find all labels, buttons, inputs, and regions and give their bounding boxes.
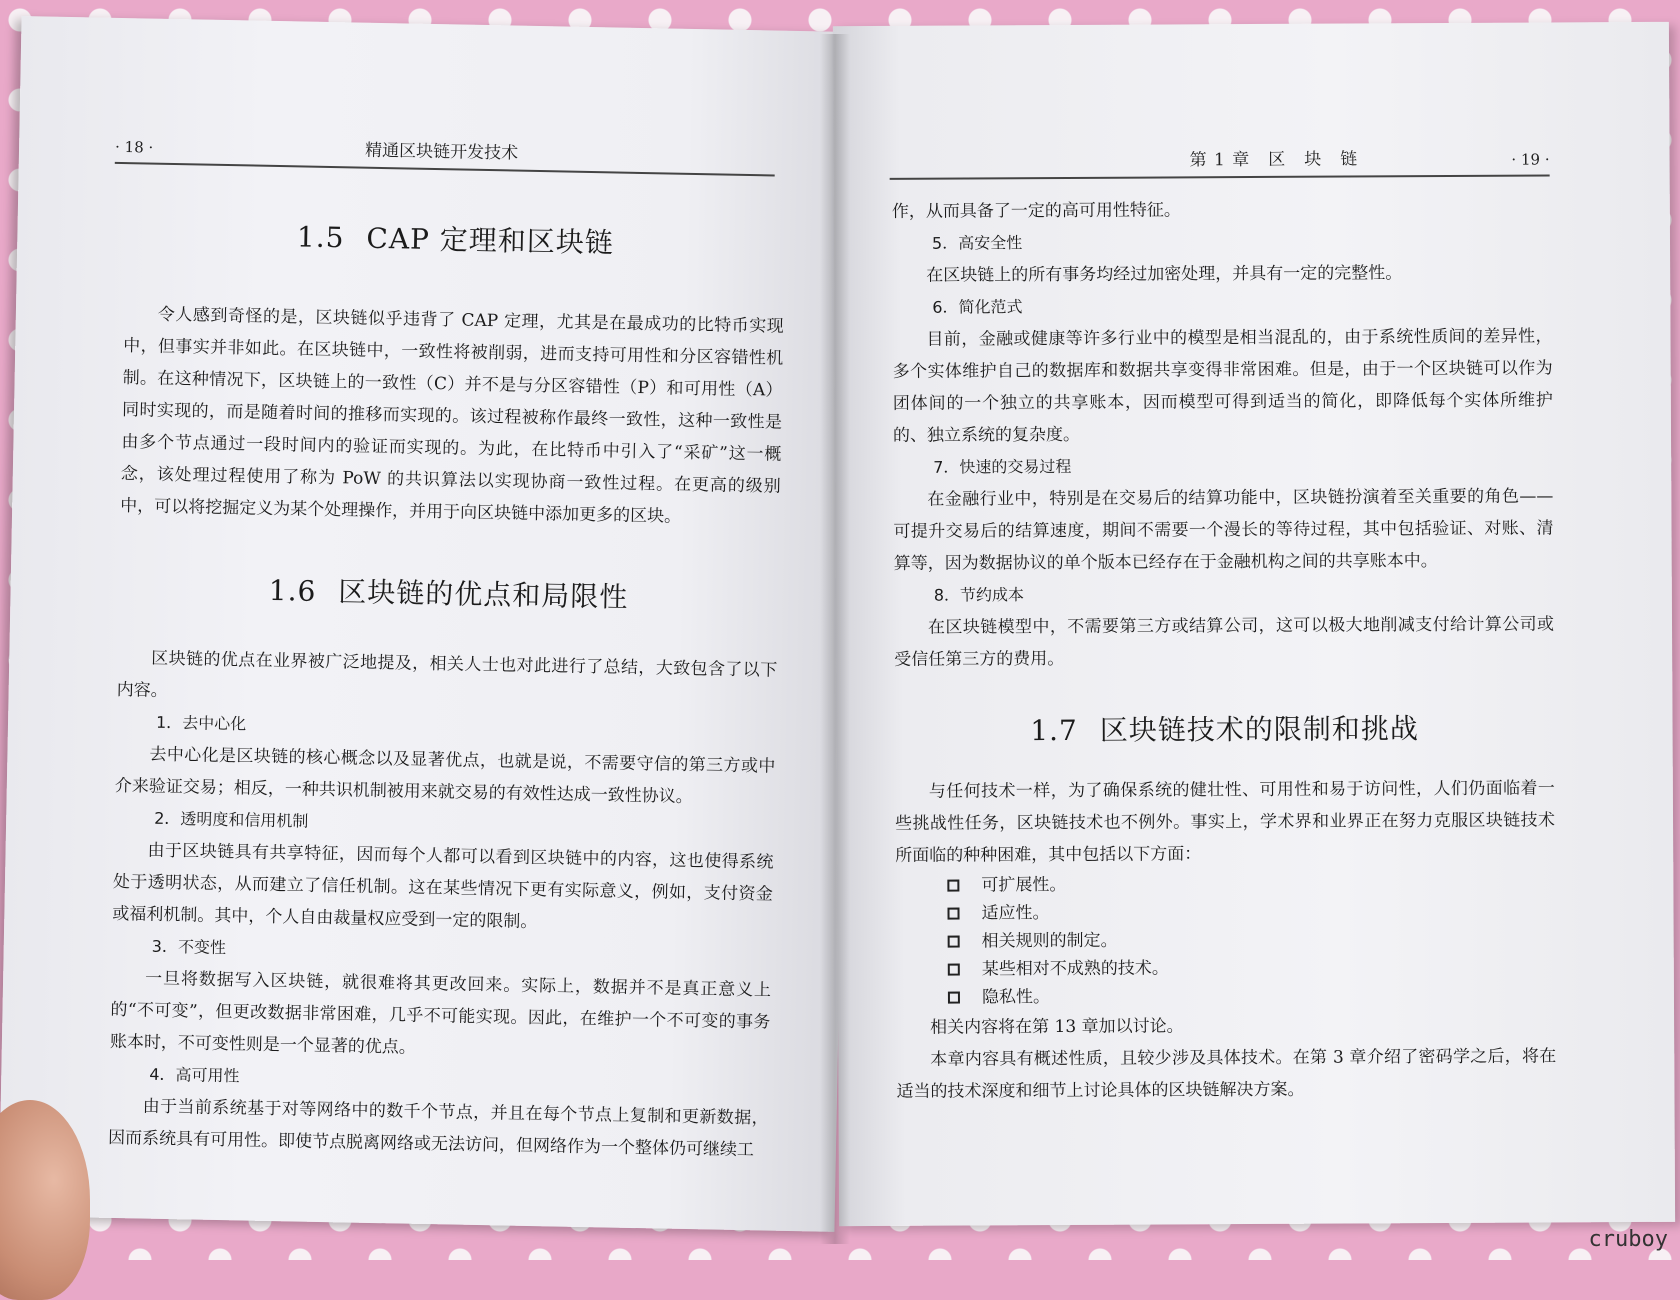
paragraph: 在区块链上的所有事务均经过加密处理，并具有一定的完整性。 (926, 263, 1403, 286)
section-heading-1-7 (894, 706, 1554, 749)
paragraph: 与任何技术一样，为了确保系统的健壮性、可用性和易于访问性，人们仍面临着一些挑战性任务，区块链技术也不例外。事实上，学术界和业界正在努力克服区块链技术所面临的种种困难，其中包括以下方面： (894, 778, 1556, 866)
paragraph: 区块链的优点在业界被广泛地提及，相关人士也对此进行了总结，大致包含了以下内容。 (116, 648, 778, 701)
paragraph: 由于区块链具有共享特征，因而每个人都可以看到区块链中的内容，这也使得系统处于透明状态，从而建立了信任机制。这在某些情况下更有实际意义，例如，支付资金或福利机制。其中，个人自由裁量权应受到一定的限制。 (112, 840, 774, 933)
page-number: · 18 · (114, 137, 154, 157)
paragraph: 在区块链模型中，不需要第三方或结算公司，这可以极大地削减支付给计算公司或受信任第三方的费用。 (894, 614, 1555, 670)
right-page (833, 22, 1675, 1226)
paragraph: 去中心化是区块链的核心概念以及显著优点，也就是说，不需要守信的第三方或中介来验证交易；相反，一种共识机制被用来就交易的有效性达成一致性协议。 (114, 744, 776, 808)
section-title: 区块链的优点和局限性 (338, 575, 629, 614)
paragraph: 令人感到奇怪的是，区块链似乎违背了 CAP 定理，尤其是在最成功的比特币实现中，但事实并非如此。在区块链中，一致性将被削弱，进而支持可用性和分区容错性机制。在这种情况下，区块链上的一致性（C）并不是与分区容错性（P）和可用性（A）同时实现的，而是随着时间的推移而实现的。该过程被称作最终一致性，这种一致性是由多个节点通过一段时间内的验证而实现的。为此，在比特币中引入了“采矿”这一概念，该处理过程使用了称为 PoW 的共识算法以实现协商一致性过程。在更高的级别中，可以将挖掘定义为某个处理操作，并用于向区块链中添加更多的区块。 (120, 304, 784, 527)
checkbox-bullet-icon (948, 964, 960, 976)
paragraph: 本章内容具有概述性质，且较少涉及具体技术。在第 3 章介绍了密码学之后，将在适当的技术深度和细节上讨论具体的区块链解决方案。 (896, 1046, 1557, 1102)
subheading: 7．快速的交易过程 (933, 456, 1072, 477)
subheading: 3．不变性 (151, 936, 227, 958)
subheading: 1．去中心化 (155, 712, 247, 734)
watermark: cruboy (1588, 1227, 1668, 1252)
right-page-header (889, 126, 1549, 179)
checkbox-bullet-icon (948, 992, 960, 1004)
subheading: 8．节约成本 (933, 585, 1025, 605)
section-heading-1-5 (125, 212, 786, 265)
left-page (0, 16, 857, 1232)
checkbox-bullet-icon (947, 908, 959, 920)
list-item: 适应性。 (947, 896, 1555, 927)
section-number: 1.6 (268, 573, 317, 608)
section-number: 1.5 (296, 220, 345, 255)
section-title: CAP 定理和区块链 (366, 221, 615, 260)
paragraph-continuation: 作，从而具备了一定的高可用性特征。 (891, 200, 1181, 222)
paragraph: 相关内容将在第 13 章加以讨论。 (930, 1016, 1184, 1038)
list-item: 可扩展性。 (947, 868, 1555, 899)
paragraph: 由于当前系统基于对等网络中的数千个节点，并且在每个节点上复制和更新数据，因而系统具有可用性。即使节点脱离网络或无法访问，但网络作为一个整体仍可继续工 (107, 1096, 769, 1161)
bullet-list (895, 868, 1556, 1011)
running-header-title: 第 1 章 区 块 链 (1189, 149, 1359, 171)
paragraph: 一旦将数据写入区块链，就很难将其更改回来。实际上，数据并不是真正意义上的“不可变”，但更改数据非常困难，几乎不可能实现。因此，在维护一个不可变的事务账本时，不可变性则是一个显著的优点。 (109, 968, 772, 1058)
book-spine-shadow (820, 34, 850, 1244)
subheading: 5．高安全性 (931, 233, 1023, 253)
subheading: 6．简化范式 (932, 297, 1023, 317)
paragraph: 目前，金融或健康等许多行业中的模型是相当混乱的，由于系统性质间的差异性，多个实体维护自己的数据库和数据共享变得非常困难。但是，由于一个区块链可以作为团体间的一个独立的共享账本，因而模型可得到适当的简化，即降低每个实体所维护的、独立系统的复杂度。 (892, 326, 1553, 446)
list-item: 某些相对不成熟的技术。 (948, 952, 1556, 983)
subheading: 4．高可用性 (149, 1064, 240, 1086)
open-book (0, 24, 1680, 1254)
checkbox-bullet-icon (948, 936, 960, 948)
subheading: 2．透明度和信用机制 (154, 808, 309, 831)
right-page-content (892, 192, 1557, 1107)
paragraph: 在金融行业中，特别是在交易后的结算功能中，区块链扮演着至关重要的角色——可提升交易后的结算速度，期间不需要一个漫长的等待过程，其中包括验证、对账、清算等，因为数据协议的单个版本已经存在于金融机构之间的共享账本中。 (893, 486, 1554, 574)
running-header-title: 精通区块链开发技术 (364, 140, 519, 164)
list-item: 相关规则的制定。 (948, 924, 1556, 955)
left-page-content (108, 188, 786, 1166)
page-number: · 19 · (1511, 150, 1550, 169)
left-page-header (115, 114, 776, 177)
section-number: 1.7 (1030, 713, 1078, 748)
checkbox-bullet-icon (947, 880, 959, 892)
list-item: 隐私性。 (948, 980, 1556, 1011)
section-title: 区块链技术的限制和挑战 (1099, 712, 1419, 747)
section-heading-1-6 (118, 566, 779, 619)
